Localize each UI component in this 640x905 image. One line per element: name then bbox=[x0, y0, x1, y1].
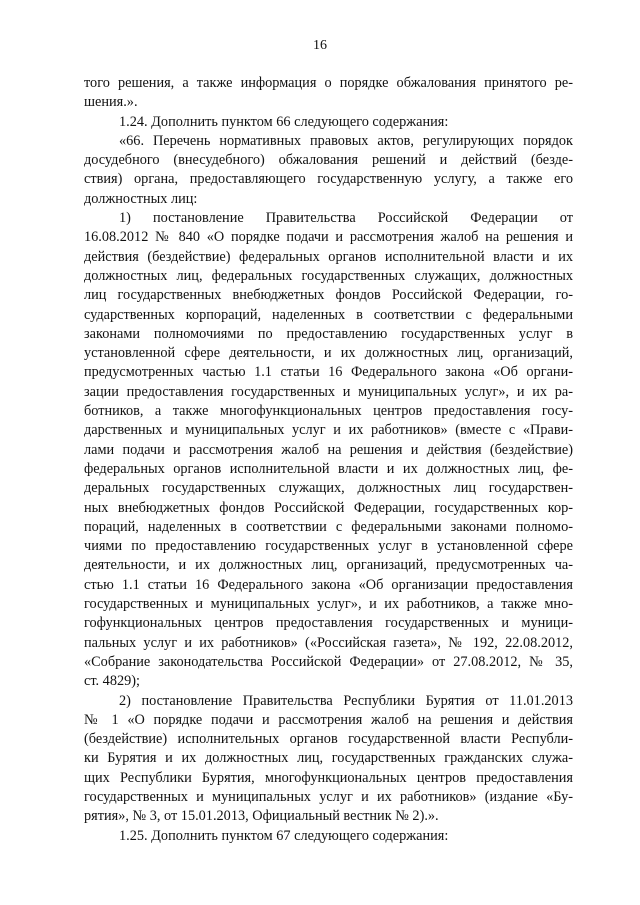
text-line: того решения, а также информация о порядке обжалования принятого ре- bbox=[84, 75, 573, 91]
page-number: 16 bbox=[313, 38, 327, 53]
text-line: щих Республики Бурятия, многофункциональных центров предоставления bbox=[84, 769, 573, 786]
text-line: государственных и муниципальных услуг и их работников» (издание «Бу- bbox=[84, 788, 573, 805]
text-line: должностных лиц, федеральных государственных служащих, должностных bbox=[84, 267, 573, 284]
text-line: ки Бурятия и их должностных лиц, государственных гражданских служа- bbox=[84, 750, 573, 767]
text-line: зации предоставления государственных и муниципальных услуг», и их ра- bbox=[84, 383, 573, 400]
text-line: должностных лиц: bbox=[84, 190, 198, 207]
text-line: 1.24. Дополнить пунктом 66 следующего содержания: bbox=[119, 113, 449, 130]
text-line: лиц государственных внебюджетных фондов Российской Федерации, го- bbox=[84, 287, 573, 304]
text-line: 1.25. Дополнить пунктом 67 следующего содержания: bbox=[119, 827, 449, 844]
text-line: «Собрание законодательства Российской Федерации» от 27.08.2012, № 35, bbox=[84, 653, 573, 670]
text-line: деятельности, и их должностных лиц, организаций, предусмотренных ча- bbox=[84, 557, 573, 574]
text-line: предусмотренных частью 1.1 статьи 16 Федерального закона «Об органи- bbox=[84, 364, 573, 381]
text-line: ствия) органа, предоставляющего государственную услугу, а также его bbox=[84, 171, 573, 188]
text-line: досудебного (внесудебного) обжалования решений и действий (безде- bbox=[84, 152, 573, 169]
text-line: установленной сфере деятельности, и их должностных лиц, организаций, bbox=[84, 345, 573, 362]
text-line: 1) постановление Правительства Российской Федерации от bbox=[119, 210, 573, 227]
text-line: лами подачи и рассмотрения жалоб на решения и действия (бездействие) bbox=[84, 441, 573, 458]
text-line: ных внебюджетных фондов Российской Федерации, государственных кор- bbox=[84, 499, 573, 516]
text-line: федеральных органов исполнительной власти и их должностных лиц, фе- bbox=[84, 460, 573, 477]
text-line: ст. 4829); bbox=[84, 673, 140, 690]
text-line: 16.08.2012 № 840 «О порядке подачи и рассмотрения жалоб на решения и bbox=[84, 229, 573, 246]
text-line: пораций, наделенных в соответствии с федеральными законами полномо- bbox=[84, 518, 573, 535]
text-line: государственных и муниципальных услуг», и их работников, а также мно- bbox=[84, 596, 573, 613]
document-body bbox=[84, 74, 573, 846]
text-line: (бездействие) исполнительных органов государственной власти Республи- bbox=[84, 731, 573, 748]
text-line: действия (бездействие) федеральных органов исполнительной власти и их bbox=[84, 248, 573, 265]
text-line: сударственных корпораций, наделенных в соответствии с федеральными bbox=[84, 306, 573, 323]
text-line: «66. Перечень нормативных правовых актов, регулирующих порядок bbox=[119, 132, 573, 149]
text-line: 2) постановление Правительства Республики Бурятия от 11.01.2013 bbox=[119, 692, 573, 709]
text-line: ботников, а также многофункциональных центров предоставления госу- bbox=[84, 403, 573, 420]
text-line: шения.». bbox=[84, 94, 138, 111]
text-line: чиями по предоставлению государственных услуг в установленной сфере bbox=[84, 538, 573, 555]
text-line: пальных услуг и их работников» («Российская газета», № 192, 22.08.2012, bbox=[84, 634, 573, 651]
text-line: № 1 «О порядке подачи и рассмотрения жалоб на решения и действия bbox=[84, 711, 573, 728]
text-line: дарственных и муниципальных услуг и их работников» (вместе с «Прави- bbox=[84, 422, 573, 439]
text-line: деральных государственных служащих, должностных лиц государствен- bbox=[84, 480, 573, 497]
text-line: рятия», № 3, от 15.01.2013, Официальный вестник № 2).». bbox=[84, 808, 439, 825]
text-line: стью 1.1 статьи 16 Федерального закона «Об организации предоставления bbox=[84, 576, 573, 593]
text-line: законами полномочиями по предоставлению государственных услуг в bbox=[84, 325, 573, 342]
text-line: гофункциональных центров предоставления государственных и муници- bbox=[84, 615, 573, 632]
